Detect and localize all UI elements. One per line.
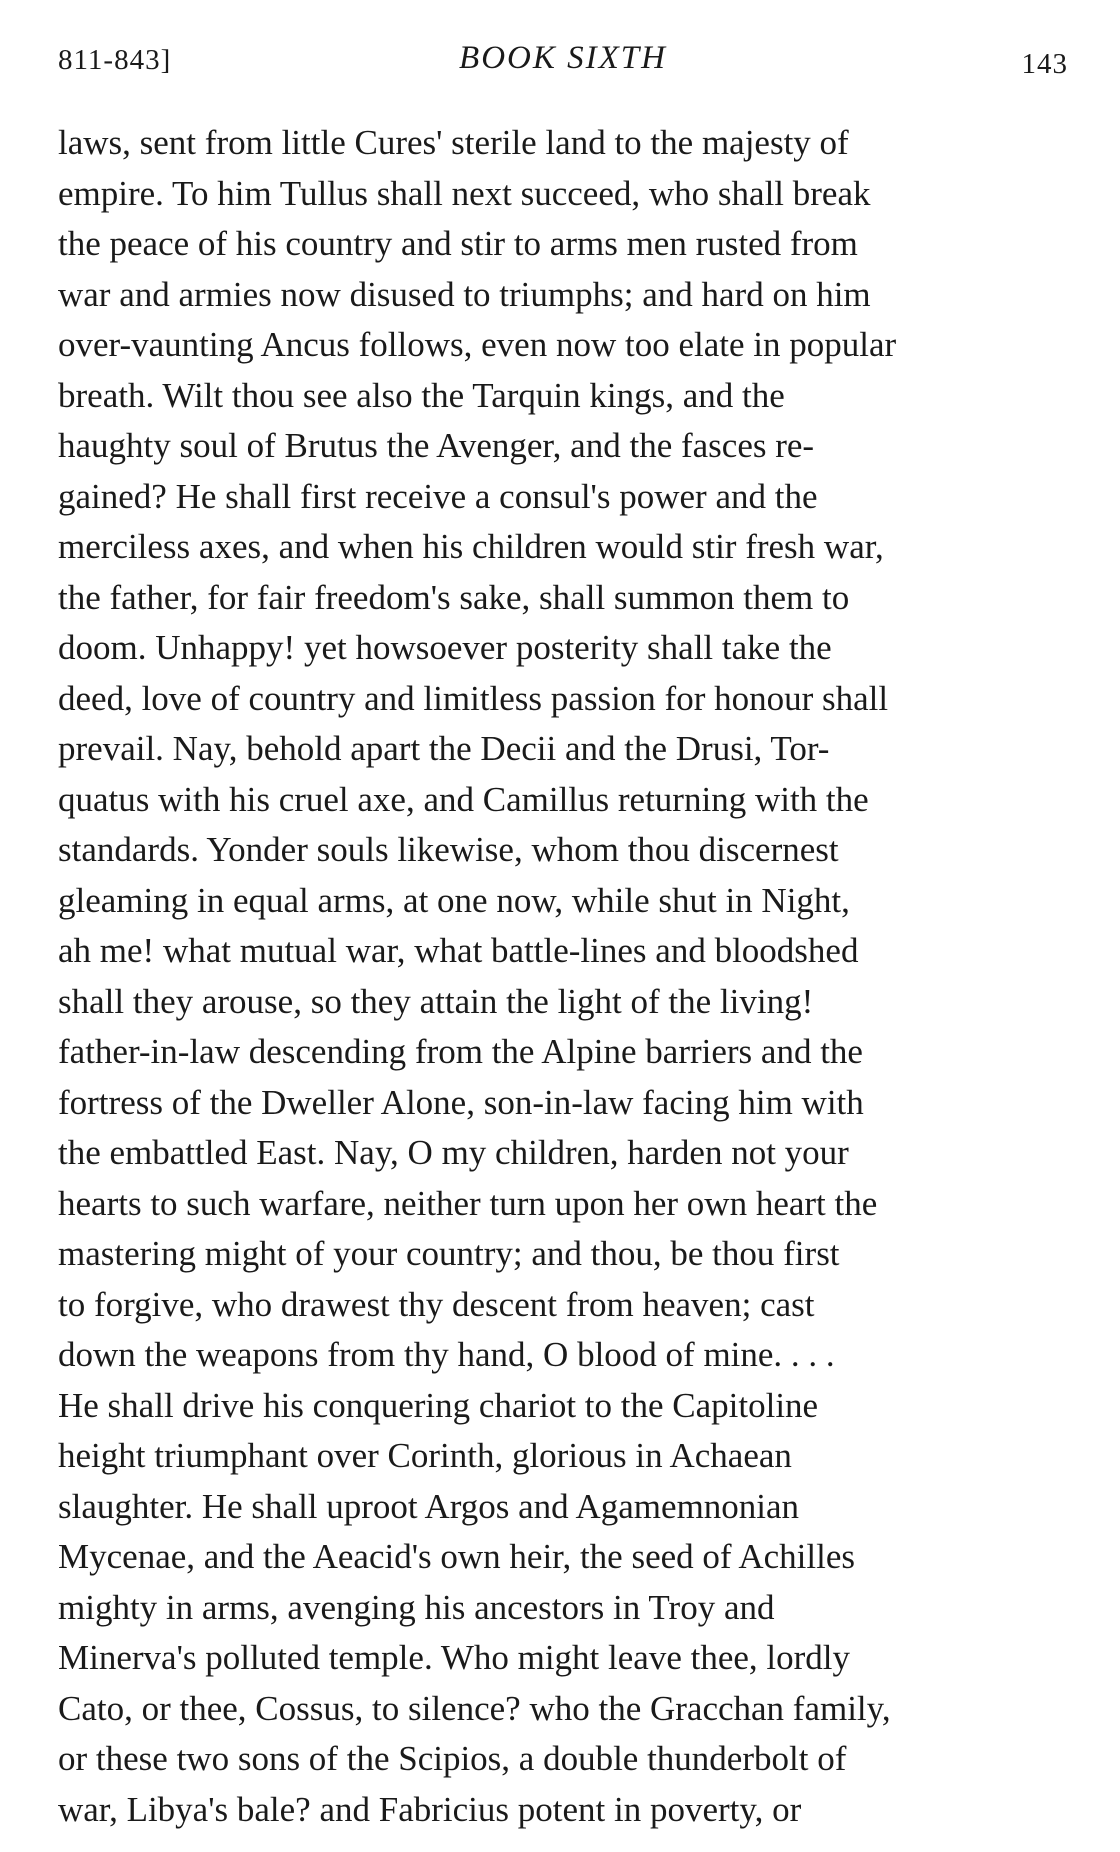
page-number: 143 — [1021, 48, 1068, 80]
text-line: to forgive, who drawest thy descent from heaven; cast — [58, 1284, 815, 1324]
text-line: merciless axes, and when his children would stir fresh war, — [58, 527, 884, 566]
text-line: down the weapons from thy hand, O blood of mine. . . . — [58, 1335, 835, 1374]
body-text — [58, 118, 1063, 1835]
text-line: mastering might of your country; and thou, be thou first — [58, 1234, 840, 1273]
text-line: fortress of the Dweller Alone, son-in-law facing him with — [58, 1082, 864, 1122]
text-line: Cato, or thee, Cossus, to silence? who the Gracchan family, — [58, 1688, 891, 1728]
text-line: prevail. Nay, behold apart the Decii and the Drusi, Tor- — [58, 729, 830, 768]
text-line: Mycenae, and the Aeacid's own heir, the seed of Achilles — [58, 1537, 856, 1576]
text-line: empire. To him Tullus shall next succeed, who shall break — [58, 173, 871, 213]
book-title: BOOK SIXTH — [459, 40, 667, 76]
text-line: laws, sent from little Cures' sterile land to the majesty of — [58, 123, 849, 162]
text-line: mighty in arms, avenging his ancestors in Troy and — [58, 1587, 775, 1627]
text-line: the embattled East. Nay, O my children, harden not your — [58, 1133, 849, 1172]
text-line: Minerva's polluted temple. Who might leave thee, lordly — [58, 1638, 850, 1677]
running-head — [58, 40, 1068, 90]
line-range: 811-843] — [58, 44, 172, 76]
text-line: ah me! what mutual war, what battle-lines and bloodshed — [58, 931, 859, 970]
text-line: height triumphant over Corinth, glorious in Achaean — [58, 1436, 792, 1475]
text-line: standards. Yonder souls likewise, whom thou discernest — [58, 830, 839, 869]
text-line: slaughter. He shall uproot Argos and Agamemnonian — [58, 1486, 800, 1526]
text-line: hearts to such warfare, neither turn upon her own heart the — [58, 1183, 878, 1223]
text-line: father-in-law descending from the Alpine barriers and the — [58, 1032, 863, 1071]
text-line: gained? He shall first receive a consul's power and the — [58, 476, 818, 516]
text-line: gleaming in equal arms, at one now, while shut in Night, — [58, 880, 850, 920]
text-line: the peace of his country and stir to arms men rusted from — [58, 224, 858, 263]
text-line: over-vaunting Ancus follows, even now too elate in popular — [58, 325, 897, 364]
text-line: shall they arouse, so they attain the light of the living! — [58, 981, 814, 1021]
text-line: haughty soul of Brutus the Avenger, and the fasces re- — [58, 426, 815, 465]
text-line: quatus with his cruel axe, and Camillus returning with the — [58, 779, 869, 819]
text-line: deed, love of country and limitless passion for honour shall — [58, 678, 889, 718]
text-line: the father, for fair freedom's sake, shall summon them to — [58, 577, 850, 617]
text-line: He shall drive his conquering chariot to the Capitoline — [58, 1385, 819, 1425]
text-line: breath. Wilt thou see also the Tarquin kings, and the — [58, 375, 785, 415]
text-line: war, Libya's bale? and Fabricius potent in poverty, or — [58, 1789, 802, 1829]
text-line: or these two sons of the Scipios, a double thunderbolt of — [58, 1739, 847, 1778]
text-line: doom. Unhappy! yet howsoever posterity shall take the — [58, 628, 832, 667]
text-line: war and armies now disused to triumphs; and hard on him — [58, 274, 871, 314]
